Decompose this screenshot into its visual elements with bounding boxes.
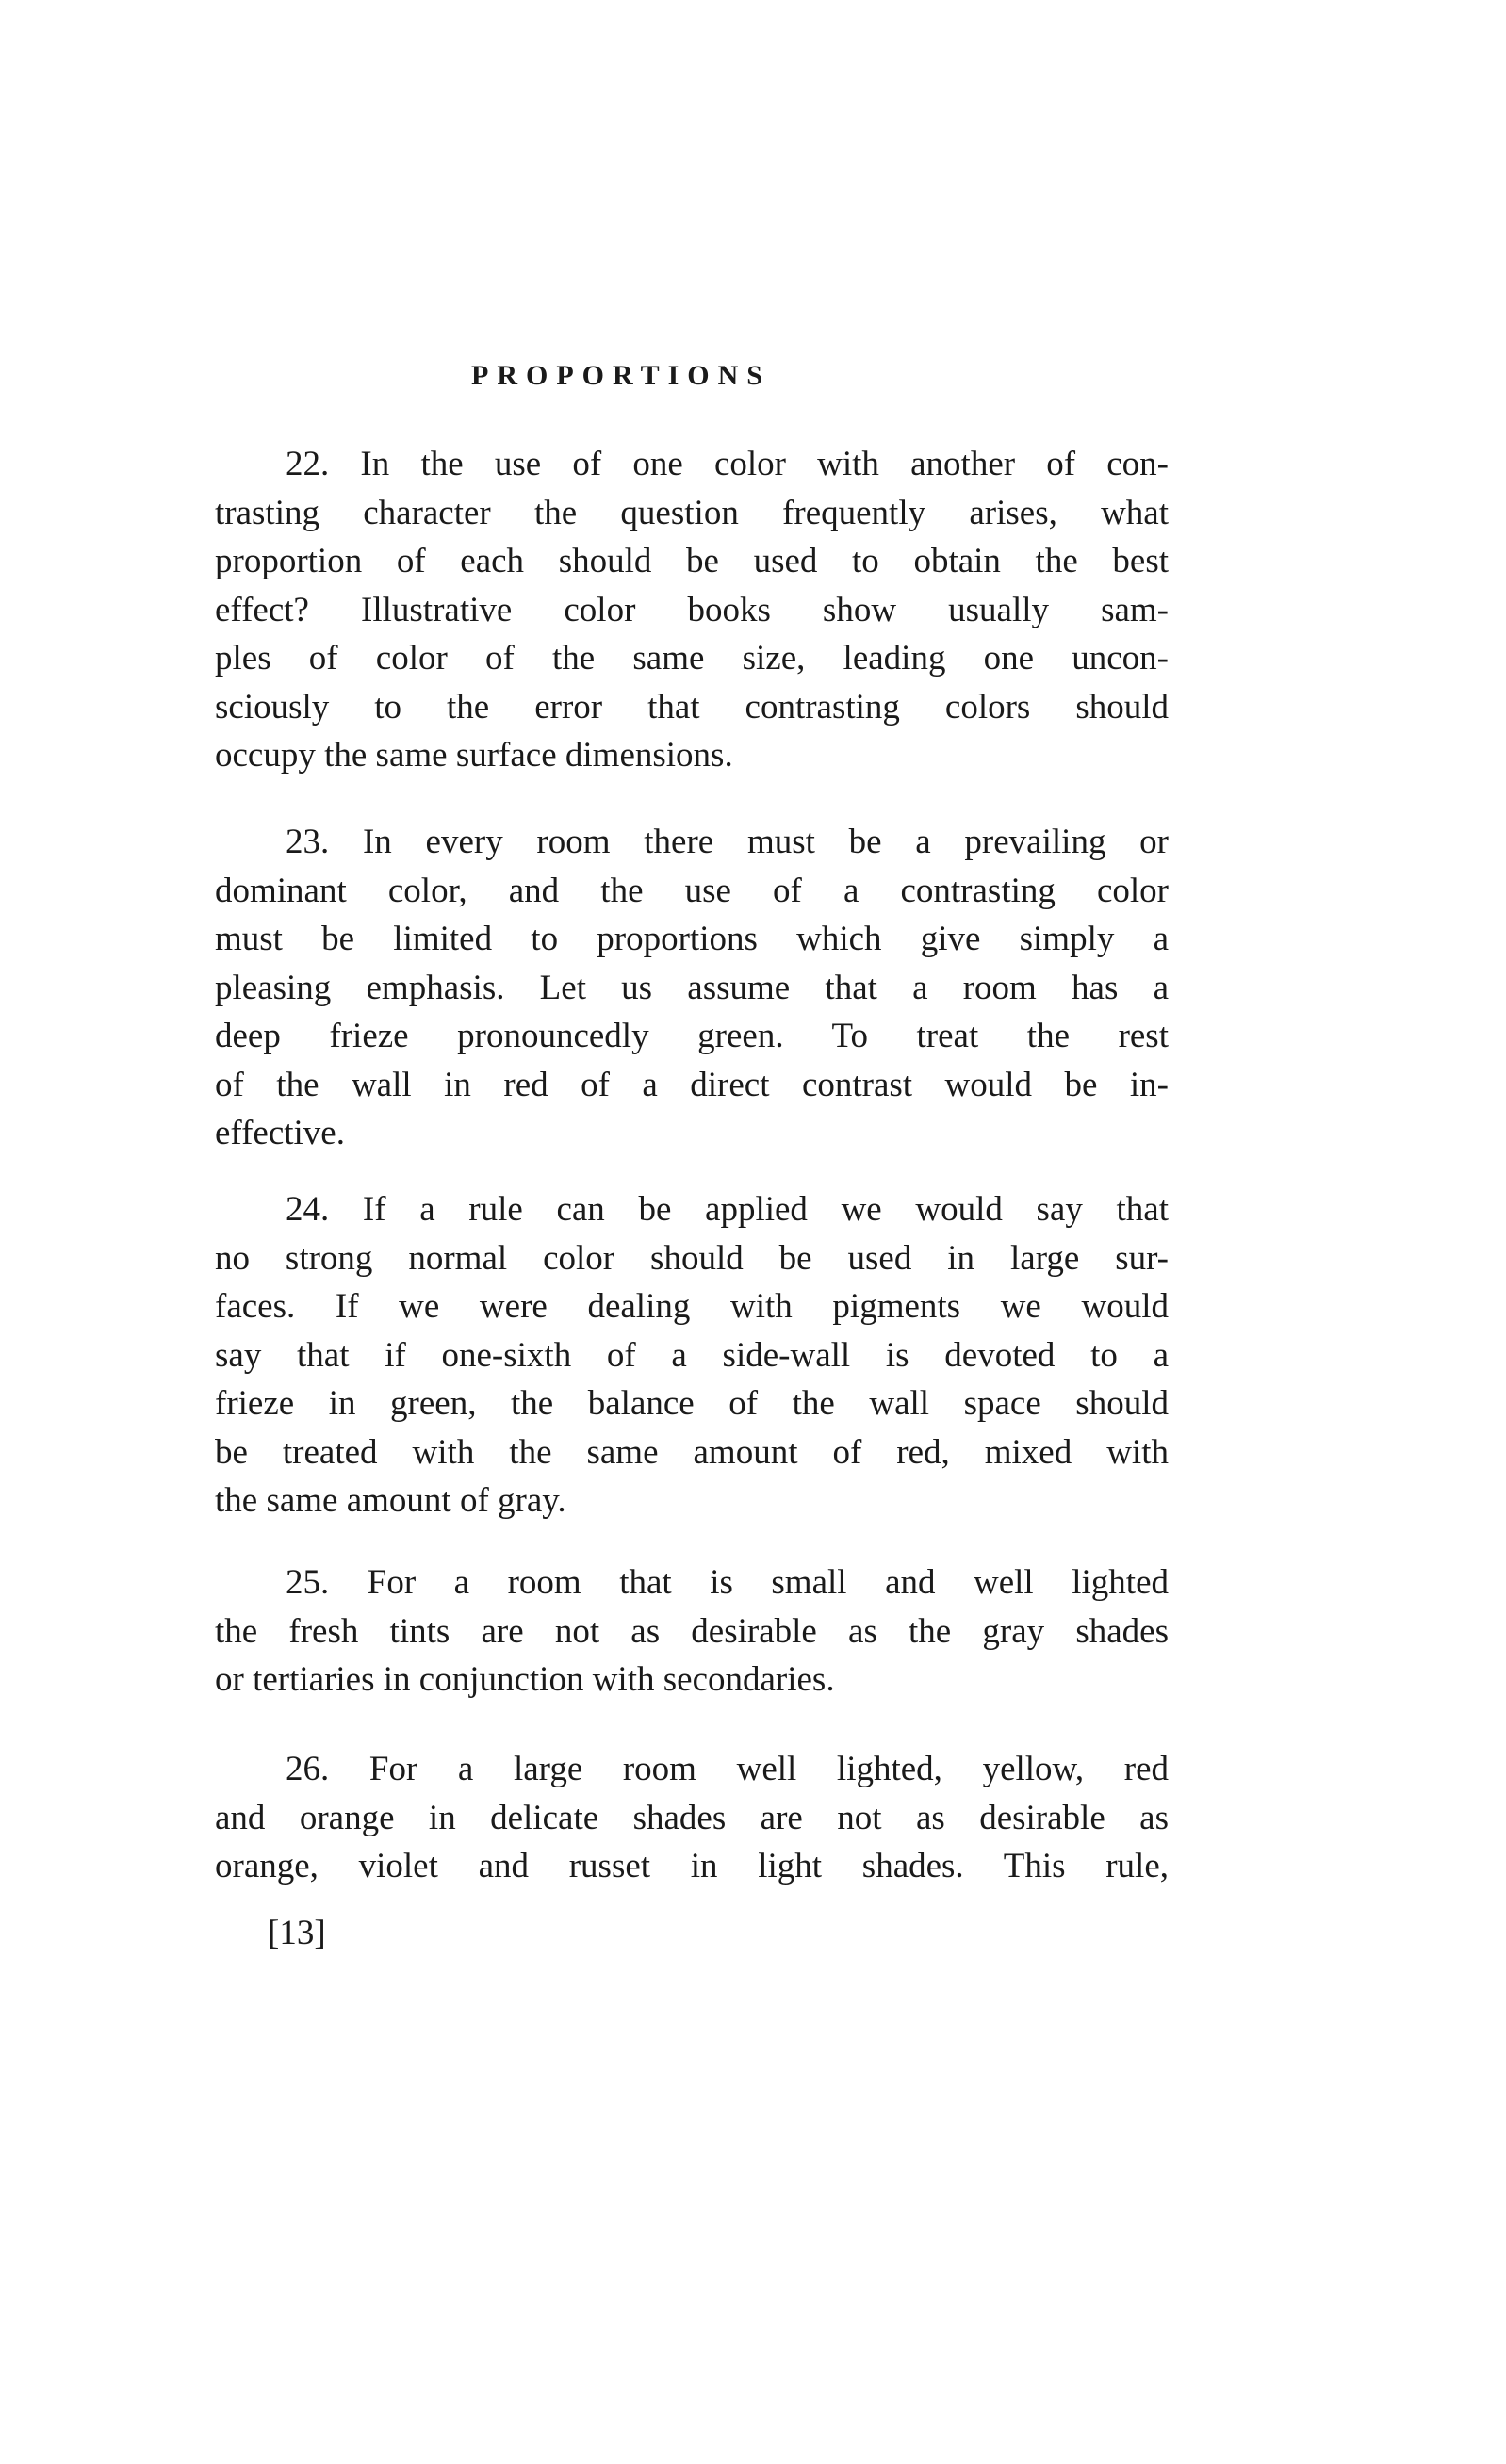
text-line: dominant color, and the use of a contrasting color — [215, 871, 1169, 910]
text-line: sciously to the error that contrasting colors should — [215, 687, 1169, 726]
text-line: trasting character the question frequently arises, what — [215, 493, 1169, 532]
text-line: the fresh tints are not as desirable as the gray shades — [215, 1611, 1169, 1651]
text-line: be treated with the same amount of red, mixed with — [215, 1432, 1169, 1472]
text-line: the same amount of gray. — [215, 1481, 566, 1520]
text-line: ples of color of the same size, leading one uncon- — [215, 639, 1169, 677]
text-line: 26. For a large room well lighted, yellow, red — [286, 1750, 1169, 1788]
text-line: 24. If a rule can be applied we would say that — [286, 1190, 1169, 1229]
paragraph-22 — [215, 440, 1169, 780]
text-line: effective. — [215, 1114, 345, 1152]
paragraph-23 — [215, 818, 1169, 1158]
text-line: 22. In the use of one color with another of con- — [286, 445, 1169, 483]
text-line: faces. If we were dealing with pigments we would — [215, 1287, 1169, 1326]
text-line: frieze in green, the balance of the wall space should — [215, 1384, 1169, 1423]
paragraph-26 — [215, 1745, 1169, 1891]
paragraph-25 — [215, 1558, 1169, 1705]
paragraph-24 — [215, 1185, 1169, 1526]
text-line: say that if one-sixth of a side-wall is devoted to a — [215, 1335, 1169, 1375]
text-line: deep frieze pronouncedly green. To treat the rest — [215, 1017, 1169, 1055]
text-line: must be limited to proportions which give simply a — [215, 920, 1169, 958]
page-heading: PROPORTIONS — [471, 360, 771, 391]
text-line: 23. In every room there must be a prevailing or — [286, 823, 1169, 861]
text-line: 25. For a room that is small and well lighted — [286, 1563, 1169, 1602]
text-line: pleasing emphasis. Let us assume that a room has a — [215, 968, 1169, 1007]
text-line: orange, violet and russet in light shades. This rule, — [215, 1847, 1169, 1885]
page-number: [13] — [268, 1914, 326, 1952]
text-line: or tertiaries in conjunction with secondaries. — [215, 1660, 835, 1699]
text-line: proportion of each should be used to obtain the best — [215, 542, 1169, 580]
text-line: no strong normal color should be used in large sur- — [215, 1238, 1169, 1278]
text-line: of the wall in red of a direct contrast would be in- — [215, 1065, 1169, 1104]
text-line: effect? Illustrative color books show usually sam- — [215, 590, 1169, 629]
text-line: occupy the same surface dimensions. — [215, 736, 733, 775]
text-line: and orange in delicate shades are not as desirable as — [215, 1798, 1169, 1837]
